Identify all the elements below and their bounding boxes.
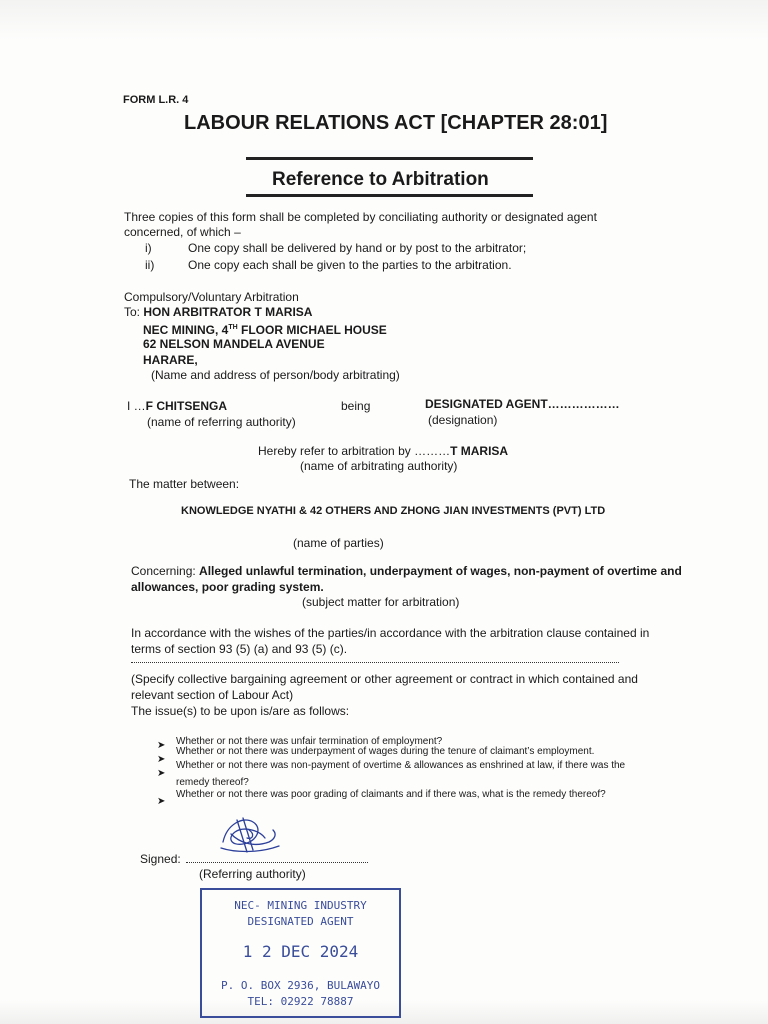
concerning-caption: (subject matter for arbitration) bbox=[302, 595, 460, 609]
stamp-designation-line: DESIGNATED AGENT bbox=[247, 915, 354, 928]
concerning-text-1: Alleged unlawful termination, underpayment of wages, non-payment of overtime and bbox=[199, 564, 682, 578]
arbitration-type: Compulsory/Voluntary Arbitration bbox=[124, 290, 299, 304]
intro-line-2: concerned, of which – bbox=[124, 225, 241, 239]
being-label: being bbox=[341, 399, 371, 413]
parties-names: KNOWLEDGE NYATHI & 42 OTHERS AND ZHONG JIAN INVESTMENTS (PVT) LTD bbox=[181, 505, 606, 517]
signed-label: Signed: bbox=[140, 852, 181, 866]
address-line-2-a: NEC MINING, 4 bbox=[143, 323, 229, 337]
refer-text: Hereby refer to arbitration by ……… bbox=[258, 444, 451, 458]
accordance-line-1: In accordance with the wishes of the parties/in accordance with the arbitration clause contained in bbox=[131, 626, 650, 640]
address-caption: (Name and address of person/body arbitrating) bbox=[151, 368, 400, 382]
referrer-prefix: I … bbox=[127, 399, 146, 413]
referrer-designation: DESIGNATED AGENT……………… bbox=[425, 397, 620, 411]
issue-item: Whether or not there was unfair termination of employment? bbox=[176, 736, 443, 747]
intro-line-1: Three copies of this form shall be completed by conciliating authority or designated agent bbox=[124, 210, 597, 224]
agreement-blank-line bbox=[131, 662, 619, 663]
arrowhead-bullet-icon: ➤ bbox=[157, 796, 166, 807]
concerning-label: Concerning: bbox=[131, 564, 200, 578]
refer-caption: (name of arbitrating authority) bbox=[300, 459, 458, 473]
matter-between-label: The matter between: bbox=[129, 477, 240, 491]
referrer-line bbox=[127, 399, 227, 413]
issue-item-continuation: remedy thereof? bbox=[176, 777, 249, 788]
page-subtitle: Reference to Arbitration bbox=[272, 169, 489, 190]
arbitrator-name: HON ARBITRATOR T MARISA bbox=[143, 305, 313, 319]
address-line-2 bbox=[143, 321, 387, 337]
intro-item-num: i) bbox=[145, 241, 152, 255]
refer-line bbox=[258, 444, 508, 458]
signature-line bbox=[186, 862, 368, 863]
handwritten-signature bbox=[213, 812, 283, 860]
to-prefix: To: bbox=[124, 305, 141, 319]
stamp-address-line: P. O. BOX 2936, BULAWAYO bbox=[221, 979, 380, 992]
issue-item: Whether or not there was non-payment of overtime & allowances as enshrined at law, if there was the bbox=[176, 760, 626, 771]
specify-line-1: (Specify collective bargaining agreement or other agreement or contract in which contained and bbox=[131, 672, 638, 686]
arbitrating-authority-name: T MARISA bbox=[450, 444, 509, 458]
address-line-2-sup: TH bbox=[228, 324, 238, 331]
official-stamp bbox=[200, 888, 401, 1018]
referrer-name: F CHITSENGA bbox=[145, 399, 228, 413]
form-label: FORM L.R. 4 bbox=[123, 94, 189, 106]
page-title: LABOUR RELATIONS ACT [CHAPTER 28:01] bbox=[184, 112, 608, 134]
intro-item-num: ii) bbox=[145, 258, 155, 272]
concerning-line-2: allowances, poor grading system. bbox=[131, 580, 324, 594]
intro-item-text: One copy each shall be given to the parties to the arbitration. bbox=[188, 258, 512, 272]
concerning-line-1 bbox=[131, 564, 682, 578]
issues-heading: The issue(s) to be upon is/are as follows: bbox=[131, 704, 350, 718]
issue-item: Whether or not there was poor grading of claimants and if there was, what is the remedy thereof? bbox=[176, 789, 606, 800]
intro-item-text: One copy shall be delivered by hand or by post to the arbitrator; bbox=[188, 241, 527, 255]
arrowhead-bullet-icon: ➤ bbox=[157, 768, 166, 779]
title-rule-top bbox=[246, 157, 533, 160]
accordance-line-2: terms of section 93 (5) (a) and 93 (5) (c). bbox=[131, 642, 348, 656]
specify-line-2: relevant section of Labour Act) bbox=[131, 688, 294, 702]
parties-caption: (name of parties) bbox=[293, 536, 384, 550]
stamp-phone-line: TEL: 02922 78887 bbox=[247, 995, 354, 1008]
issue-item: Whether or not there was underpayment of wages during the tenure of claimant’s employment. bbox=[176, 746, 595, 757]
address-line-4: HARARE, bbox=[143, 353, 198, 367]
referrer-name-caption: (name of referring authority) bbox=[147, 415, 296, 429]
stamp-date: 1 2 DEC 2024 bbox=[242, 942, 359, 961]
title-rule-bottom bbox=[246, 194, 533, 197]
arrowhead-bullet-icon: ➤ bbox=[157, 754, 166, 765]
signed-caption: (Referring authority) bbox=[199, 867, 306, 881]
address-line-2-b: FLOOR MICHAEL HOUSE bbox=[237, 323, 387, 337]
stamp-org-line: NEC- MINING INDUSTRY bbox=[234, 899, 367, 912]
arrowhead-bullet-icon: ➤ bbox=[157, 740, 166, 751]
address-to-label bbox=[124, 305, 312, 319]
designation-caption: (designation) bbox=[428, 413, 498, 427]
address-line-3: 62 NELSON MANDELA AVENUE bbox=[143, 337, 325, 351]
